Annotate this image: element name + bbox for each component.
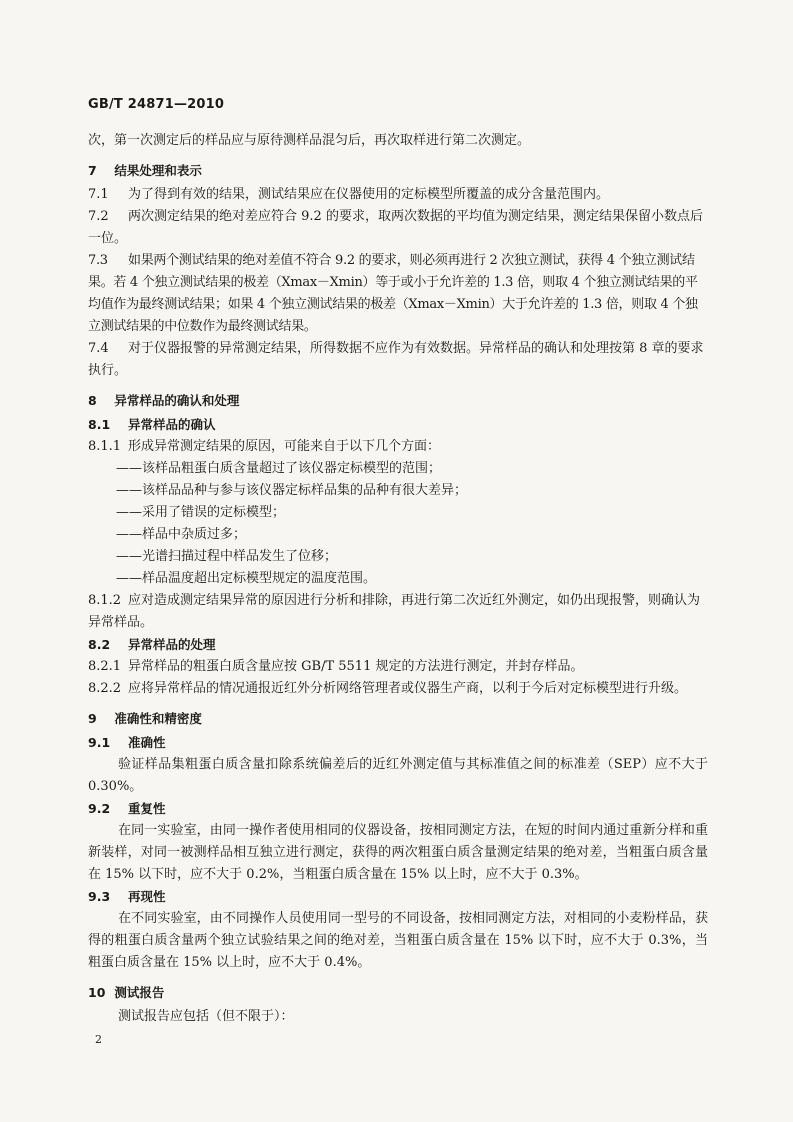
reason-list-item: ——该样品粗蛋白质含量超过了该仪器定标模型的范围； bbox=[116, 461, 442, 476]
section-title: 准确性和精密度 bbox=[114, 711, 202, 726]
section-7-heading bbox=[88, 160, 708, 182]
reproducibility-paragraph: 在不同实验室，由不同操作人员使用同一型号的不同设备，按相同测定方法，对相同的小麦粉样品，获得的粗蛋白质含量两个独立试验结果之间的绝对差，当粗蛋白质含量在 15% 以下时，应不大于 0.3%，当粗蛋白质含量在 15% 以上时，应不大于 0.4%。 bbox=[88, 911, 708, 970]
subsection-9-1-heading bbox=[88, 732, 708, 754]
reason-list-item: ——该样品品种与参与该仪器定标样品集的品种有很大差异； bbox=[116, 483, 468, 498]
clause-text: 异常样品的粗蛋白质含量应按 GB/T 5511 规定的方法进行测定，并封存样品。 bbox=[128, 659, 584, 674]
clause-number: 7.2 bbox=[88, 209, 109, 224]
clause-text: 应对造成测定结果异常的原因进行分析和排除，再进行第二次近红外测定，如仍出现报警，则确认为异常样品。 bbox=[88, 593, 701, 630]
subsection-number: 8.1 bbox=[88, 417, 111, 432]
subsection-9-3-heading bbox=[88, 886, 708, 908]
accuracy-paragraph: 验证样品集粗蛋白质含量扣除系统偏差后的近红外测定值与其标准值之间的标准差（SEP）应不大于 0.30%。 bbox=[88, 757, 708, 794]
continuation-paragraph: 次，第一次测定后的样品应与原待测样品混匀后，再次取样进行第二次测定。 bbox=[88, 133, 531, 148]
subsection-title: 异常样品的处理 bbox=[128, 637, 216, 652]
subsection-title: 准确性 bbox=[128, 735, 166, 750]
section-title: 结果处理和表示 bbox=[114, 163, 202, 178]
subsection-number: 9.3 bbox=[88, 889, 111, 904]
reason-list-item: ——样品温度超出定标模型规定的温度范围。 bbox=[116, 571, 377, 586]
subsection-number: 9.1 bbox=[88, 735, 111, 750]
section-number: 10 bbox=[88, 985, 106, 1000]
subsection-8-1-heading bbox=[88, 414, 708, 436]
clause-number: 7.3 bbox=[88, 253, 108, 268]
clause-8-2-1 bbox=[88, 656, 708, 678]
clause-text: 形成异常测定结果的原因，可能来自于以下几个方面： bbox=[128, 439, 441, 454]
clause-7-3 bbox=[88, 250, 708, 338]
subsection-title: 再现性 bbox=[128, 889, 166, 904]
standard-code-header: GB/T 24871—2010 bbox=[88, 97, 225, 112]
report-paragraph: 测试报告应包括（但不限于）： bbox=[118, 1009, 294, 1024]
clause-8-1-2 bbox=[88, 590, 708, 634]
subsection-number: 8.2 bbox=[88, 637, 111, 652]
clause-7-4 bbox=[88, 338, 708, 382]
clause-number: 7.1 bbox=[88, 187, 109, 202]
clause-text: 为了得到有效的结果，测试结果应在仪器使用的定标模型所覆盖的成分含量范围内。 bbox=[128, 187, 610, 202]
clause-text: 应将异常样品的情况通报近红外分析网络管理者或仪器生产商，以利于今后对定标模型进行升级。 bbox=[128, 681, 688, 696]
repeatability-paragraph: 在同一实验室，由同一操作者使用相同的仪器设备，按相同测定方法，在短的时间内通过重新分样和重新装样，对同一被测样品相互独立进行测定，获得的两次粗蛋白质含量测定结果的绝对差，当粗蛋白质含量在 15% 以下时，应不大于 0.2%，当粗蛋白质含量在 15% 以上时，应不大于 0.3%。 bbox=[88, 823, 708, 882]
section-number: 8 bbox=[88, 393, 97, 408]
clause-number: 7.4 bbox=[88, 341, 109, 356]
clause-number: 8.2.1 bbox=[88, 659, 122, 674]
clause-8-1-1 bbox=[88, 436, 708, 458]
reason-list-item: ——采用了错误的定标模型； bbox=[116, 505, 286, 520]
clause-number: 8.1.1 bbox=[88, 439, 122, 454]
clause-text: 对于仪器报警的异常测定结果，所得数据不应作为有效数据。异常样品的确认和处理按第 8 章的要求执行。 bbox=[88, 341, 704, 378]
section-title: 测试报告 bbox=[114, 985, 165, 1000]
subsection-9-2-heading bbox=[88, 798, 708, 820]
clause-text: 如果两个测试结果的绝对差值不符合 9.2 的要求，则必须再进行 2 次独立测试，获得 4 个独立测试结果。若 4 个独立测试结果的极差（Xmax－Xmin）等于或小于允许差的 1.3 倍，则取 4 个独立测试结果的平均值作为最终测试结果；如果 4 个独立测试结果的极差（Xmax－Xmin）大于允许差的 1.3 倍，则取 4 个独立测试结果的中位数作为最终测试结果。 bbox=[88, 253, 698, 334]
clause-8-2-2 bbox=[88, 678, 708, 700]
subsection-title: 异常样品的确认 bbox=[128, 417, 216, 432]
page-number: 2 bbox=[95, 1033, 102, 1046]
clause-7-1 bbox=[88, 184, 708, 206]
clause-text: 两次测定结果的绝对差应符合 9.2 的要求，取两次数据的平均值为测定结果，测定结果保留小数点后一位。 bbox=[88, 209, 703, 246]
subsection-title: 重复性 bbox=[128, 801, 166, 816]
subsection-8-2-heading bbox=[88, 634, 708, 656]
section-number: 7 bbox=[88, 163, 97, 178]
section-9-heading bbox=[88, 708, 708, 730]
section-8-heading bbox=[88, 390, 708, 412]
section-10-heading bbox=[88, 982, 708, 1004]
reason-list-item: ——光谱扫描过程中样品发生了位移； bbox=[116, 549, 338, 564]
section-title: 异常样品的确认和处理 bbox=[114, 393, 240, 408]
clause-number: 8.2.2 bbox=[88, 681, 122, 696]
clause-7-2 bbox=[88, 206, 708, 250]
clause-number: 8.1.2 bbox=[88, 593, 122, 608]
page-content bbox=[88, 130, 708, 1028]
reason-list-item: ——样品中杂质过多； bbox=[116, 527, 247, 542]
section-number: 9 bbox=[88, 711, 97, 726]
subsection-number: 9.2 bbox=[88, 801, 111, 816]
